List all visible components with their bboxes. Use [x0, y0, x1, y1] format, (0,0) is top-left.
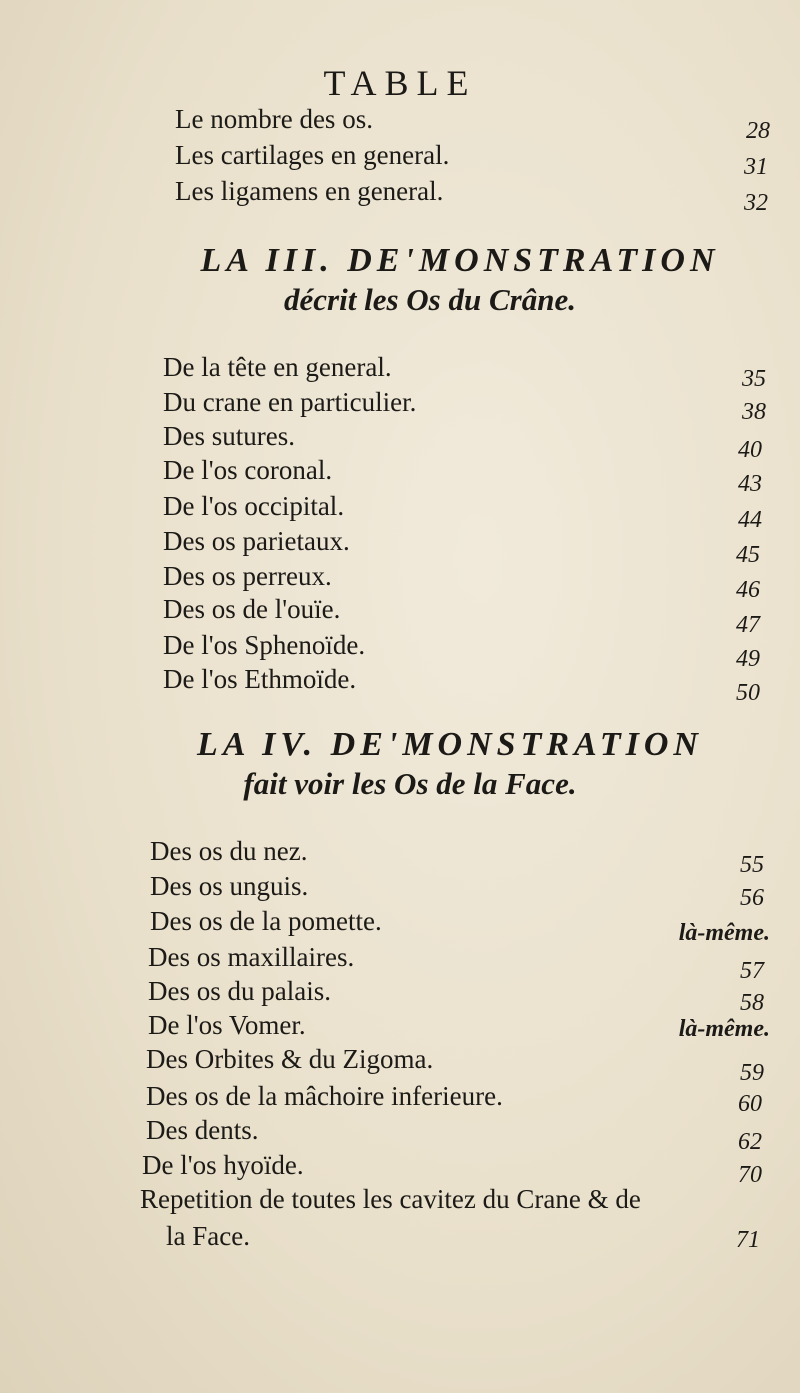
entry-label: Des os parietaux. — [163, 526, 350, 556]
entry-label: De l'os occipital. — [163, 491, 345, 521]
entry-label: De l'os hyoïde. — [142, 1150, 304, 1180]
list-item — [0, 176, 800, 216]
entry-label: Repetition de toutes les cavitez du Crane & de — [140, 1184, 641, 1214]
entry-page: 38 — [742, 399, 766, 425]
list-item — [0, 1221, 800, 1257]
list-item — [0, 387, 800, 423]
list-item — [0, 421, 800, 463]
list-item — [0, 1010, 800, 1046]
section-subtitle: décrit les Os du Crâne. — [284, 282, 576, 317]
entry-label: De l'os Ethmoïde. — [163, 664, 357, 694]
entry-label: De l'os Sphenoïde. — [163, 630, 366, 660]
list-item — [0, 1081, 800, 1117]
entry-page: 59 — [740, 1060, 764, 1086]
list-item — [0, 1044, 800, 1086]
list-item — [0, 630, 800, 672]
section-title: LA IV. DE'MONSTRATION — [197, 726, 703, 763]
entry-label: De l'os Vomer. — [148, 1010, 306, 1040]
entry-page: 43 — [738, 471, 762, 497]
entry-label: Des os de la mâchoire inferieure. — [146, 1081, 503, 1111]
list-item — [0, 352, 800, 392]
list-item — [0, 942, 800, 984]
list-item — [0, 976, 800, 1016]
list-item — [0, 455, 800, 497]
entry-label: De l'os coronal. — [163, 455, 333, 485]
entry-label: Des os du nez. — [150, 836, 308, 866]
entry-label: Le nombre des os. — [175, 104, 373, 134]
entry-label: Des os unguis. — [150, 871, 309, 901]
list-item — [0, 664, 800, 706]
entry-page: 70 — [738, 1162, 762, 1188]
entry-label: Les cartilages en general. — [175, 140, 450, 170]
list-item — [0, 1184, 800, 1220]
entry-page: 45 — [736, 542, 760, 568]
entry-label: Des os perreux. — [163, 561, 332, 591]
list-item — [0, 594, 800, 638]
list-item — [0, 871, 800, 911]
entry-page: 58 — [740, 990, 764, 1016]
entry-page: 50 — [736, 680, 760, 706]
entry-page: 32 — [744, 190, 768, 216]
entry-page: 60 — [738, 1091, 762, 1117]
entry-label: Du crane en particulier. — [163, 387, 417, 417]
entry-page: 71 — [736, 1227, 760, 1253]
list-item — [0, 491, 800, 533]
list-item — [0, 140, 800, 180]
section-title: LA III. DE'MONSTRATION — [200, 242, 720, 279]
entry-page: 40 — [738, 437, 762, 463]
entry-label: Des Orbites & du Zigoma. — [146, 1044, 434, 1074]
list-item — [0, 104, 800, 144]
entry-label: Des os du palais. — [148, 976, 331, 1006]
list-item — [0, 526, 800, 568]
list-item — [0, 561, 800, 603]
page-header: TABLE — [323, 63, 477, 103]
entry-page: 44 — [738, 507, 762, 533]
list-item — [0, 836, 800, 878]
list-item — [0, 1150, 800, 1186]
entry-label: Des os de la pomette. — [150, 906, 382, 936]
entry-page: 49 — [736, 646, 760, 672]
entry-page: 47 — [736, 612, 760, 638]
entry-page: 57 — [740, 958, 764, 984]
entry-label: Des os maxillaires. — [148, 942, 355, 972]
entry-page: 46 — [736, 577, 760, 603]
entry-page: 62 — [738, 1129, 762, 1155]
entry-label: la Face. — [166, 1221, 250, 1251]
entry-label: Les ligamens en general. — [175, 176, 444, 206]
entry-label: Des os de l'ouïe. — [163, 594, 341, 624]
entry-page: là-même. — [678, 1016, 770, 1042]
entry-label: De la tête en general. — [163, 352, 392, 382]
entry-page: 35 — [742, 366, 766, 392]
section-subtitle: fait voir les Os de la Face. — [243, 766, 577, 801]
entry-page: 31 — [744, 154, 768, 180]
entry-page: 55 — [740, 852, 764, 878]
entry-page: 28 — [746, 118, 770, 144]
entry-page: 56 — [740, 885, 764, 911]
list-item — [0, 1115, 800, 1155]
list-item — [0, 906, 800, 946]
entry-label: Des sutures. — [163, 421, 295, 451]
entry-label: Des dents. — [146, 1115, 259, 1145]
entry-page: là-même. — [678, 920, 770, 946]
